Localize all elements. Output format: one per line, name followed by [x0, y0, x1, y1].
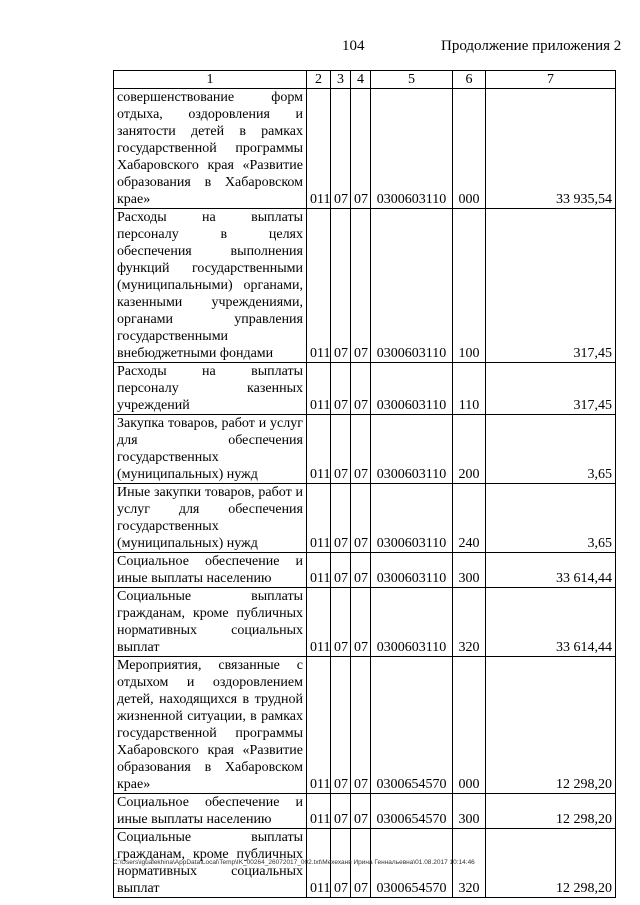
- cell-section: 07: [331, 209, 351, 363]
- column-header: 5: [371, 71, 453, 89]
- cell-target-code: 0300603110: [371, 588, 453, 657]
- table-header-row: [114, 71, 616, 89]
- cell-expense-type: 200: [453, 415, 486, 484]
- table-row: [114, 363, 616, 415]
- cell-expense-type: 000: [453, 657, 486, 794]
- table-row: [114, 657, 616, 794]
- cell-amount: 12 298,20: [486, 794, 616, 829]
- cell-subsection: 07: [351, 209, 371, 363]
- cell-expense-type: 300: [453, 553, 486, 588]
- row-description: совершенствование форм отдыха, оздоровления и занятости детей в рамках государственной программы Хабаровского края «Развитие образования в Хабаровском крае»: [114, 89, 307, 209]
- cell-subsection: 07: [351, 588, 371, 657]
- cell-target-code: 0300603110: [371, 363, 453, 415]
- cell-section: 07: [331, 363, 351, 415]
- column-header: 1: [114, 71, 307, 89]
- row-description: Социальные выплаты гражданам, кроме публичных нормативных социальных выплат: [114, 829, 307, 898]
- table-row: [114, 89, 616, 209]
- cell-section: 07: [331, 484, 351, 553]
- continuation-label: Продолжение приложения 2: [441, 38, 622, 54]
- table-row: [114, 209, 616, 363]
- cell-target-code: 0300654570: [371, 794, 453, 829]
- row-description: Мероприятия, связанные с отдыхом и оздоровлением детей, находящихся в трудной жизненной ситуации, в рамках государственной программы Хабаровского края «Развитие образования в Хабаровском крае»: [114, 657, 307, 794]
- row-description: Расходы на выплаты персоналу казенных учреждений: [114, 363, 307, 415]
- page-number: 104: [342, 38, 365, 54]
- table-row: [114, 553, 616, 588]
- cell-amount: 3,65: [486, 415, 616, 484]
- row-description: Иные закупки товаров, работ и услуг для обеспечения государственных (муниципальных) нужд: [114, 484, 307, 553]
- cell-section: 07: [331, 415, 351, 484]
- cell-target-code: 0300603110: [371, 484, 453, 553]
- cell-subsection: 07: [351, 553, 371, 588]
- cell-expense-type: 240: [453, 484, 486, 553]
- cell-admin-code: 011: [307, 415, 331, 484]
- column-header: 4: [351, 71, 371, 89]
- cell-section: 07: [331, 588, 351, 657]
- cell-target-code: 0300603110: [371, 209, 453, 363]
- table-row: [114, 588, 616, 657]
- cell-amount: 33 614,44: [486, 588, 616, 657]
- cell-target-code: 0300654570: [371, 657, 453, 794]
- cell-subsection: 07: [351, 415, 371, 484]
- cell-amount: 317,45: [486, 209, 616, 363]
- column-header: 3: [331, 71, 351, 89]
- cell-section: 07: [331, 829, 351, 898]
- cell-amount: 33 935,54: [486, 89, 616, 209]
- cell-subsection: 07: [351, 794, 371, 829]
- cell-subsection: 07: [351, 657, 371, 794]
- row-description: Закупка товаров, работ и услуг для обеспечения государственных (муниципальных) нужд: [114, 415, 307, 484]
- cell-amount: 33 614,44: [486, 553, 616, 588]
- cell-target-code: 0300603110: [371, 89, 453, 209]
- budget-table: [113, 70, 616, 898]
- cell-target-code: 0300654570: [371, 829, 453, 898]
- cell-subsection: 07: [351, 484, 371, 553]
- cell-admin-code: 011: [307, 794, 331, 829]
- cell-admin-code: 011: [307, 553, 331, 588]
- row-description: Социальное обеспечение и иные выплаты населению: [114, 553, 307, 588]
- cell-subsection: 07: [351, 89, 371, 209]
- cell-amount: 12 298,20: [486, 657, 616, 794]
- row-description: Социальное обеспечение и иные выплаты населению: [114, 794, 307, 829]
- row-description: Социальные выплаты гражданам, кроме публичных нормативных социальных выплат: [114, 588, 307, 657]
- cell-subsection: 07: [351, 363, 371, 415]
- cell-expense-type: 000: [453, 89, 486, 209]
- cell-expense-type: 110: [453, 363, 486, 415]
- cell-section: 07: [331, 89, 351, 209]
- table-row: [114, 484, 616, 553]
- cell-admin-code: 011: [307, 363, 331, 415]
- cell-target-code: 0300603110: [371, 553, 453, 588]
- cell-expense-type: 320: [453, 829, 486, 898]
- cell-expense-type: 320: [453, 588, 486, 657]
- column-header: 6: [453, 71, 486, 89]
- cell-admin-code: 011: [307, 657, 331, 794]
- cell-admin-code: 011: [307, 89, 331, 209]
- cell-subsection: 07: [351, 829, 371, 898]
- cell-section: 07: [331, 553, 351, 588]
- cell-amount: 12 298,20: [486, 829, 616, 898]
- cell-target-code: 0300603110: [371, 415, 453, 484]
- cell-section: 07: [331, 657, 351, 794]
- table-row: [114, 415, 616, 484]
- cell-admin-code: 011: [307, 829, 331, 898]
- row-description: Расходы на выплаты персоналу в целях обеспечения выполнения функций государственными (муниципальными) органами, казенными учреждениями, органами управления государственными внебюджетными фондами: [114, 209, 307, 363]
- cell-admin-code: 011: [307, 588, 331, 657]
- cell-expense-type: 100: [453, 209, 486, 363]
- cell-admin-code: 011: [307, 484, 331, 553]
- column-header: 7: [486, 71, 616, 89]
- cell-amount: 3,65: [486, 484, 616, 553]
- table-row: [114, 794, 616, 829]
- file-path-footer: C:\Users\igualekhina\AppData\Local\Temp\IK_00264_26072017_002.txt\Мехеханв Ирина Геннальевна\01.08.2017 10:14:46: [113, 859, 475, 866]
- cell-admin-code: 011: [307, 209, 331, 363]
- column-header: 2: [307, 71, 331, 89]
- cell-amount: 317,45: [486, 363, 616, 415]
- cell-expense-type: 300: [453, 794, 486, 829]
- cell-section: 07: [331, 794, 351, 829]
